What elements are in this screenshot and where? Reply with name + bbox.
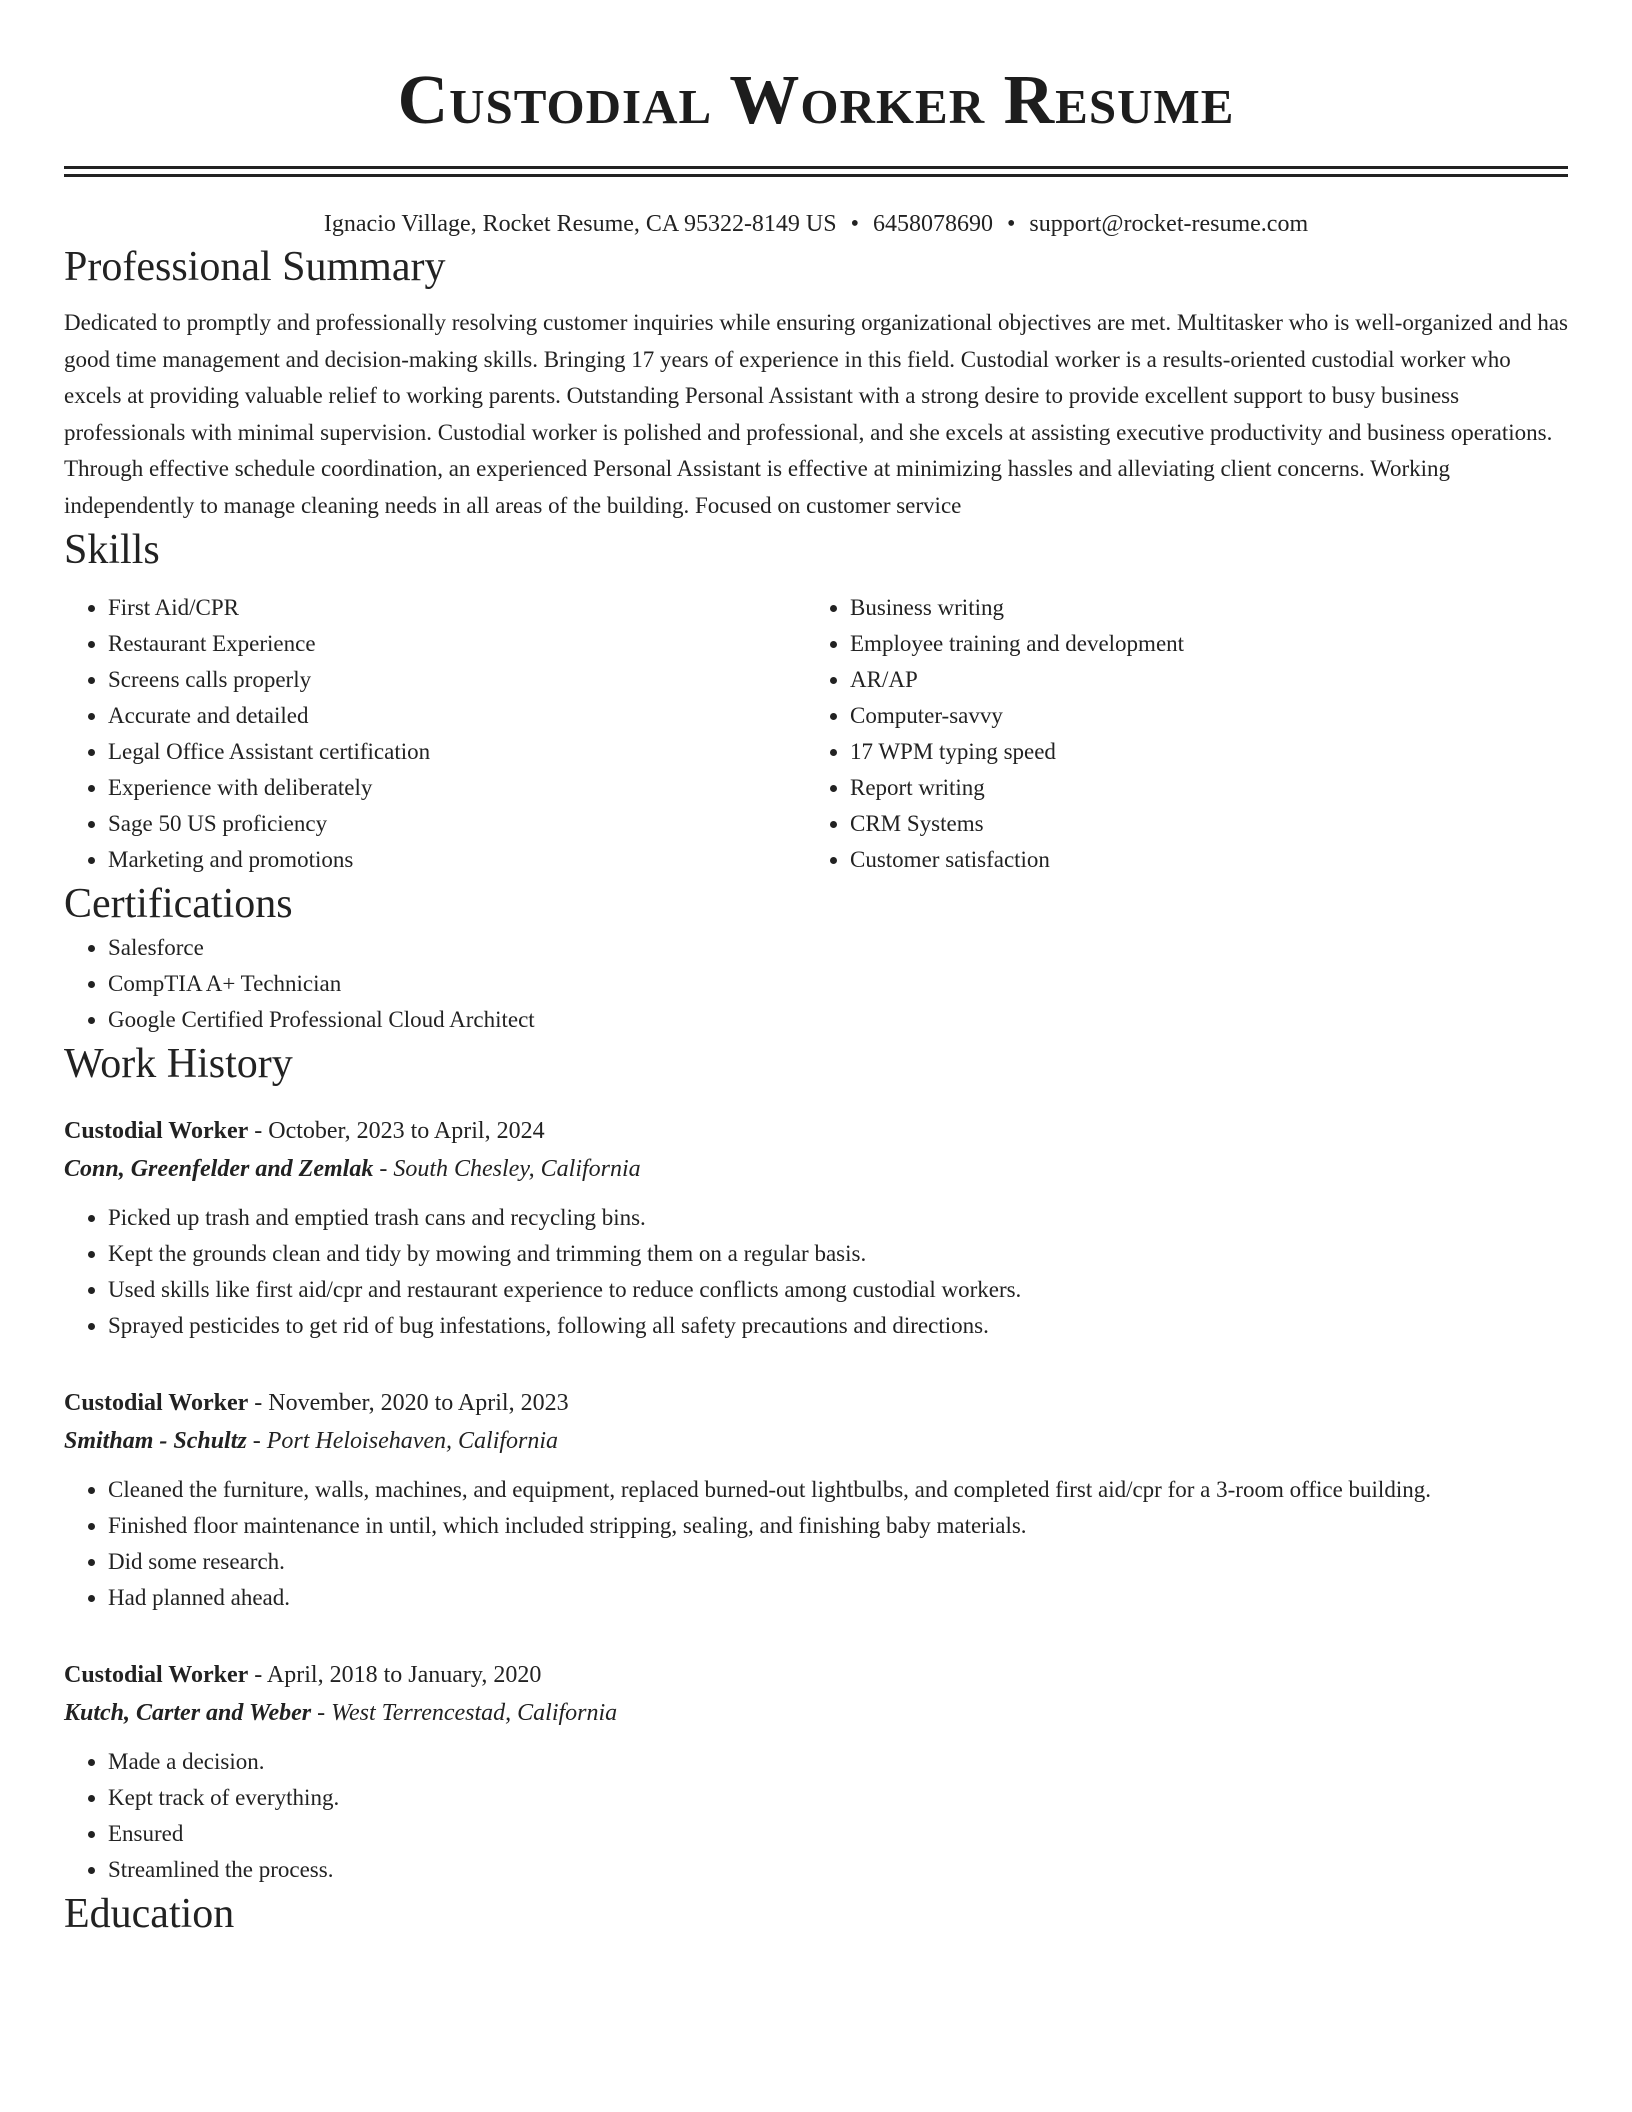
summary-heading: Professional Summary <box>64 244 446 290</box>
certification-item: • Salesforce <box>108 930 1568 966</box>
job-company: Smitham - Schultz <box>64 1428 247 1454</box>
skills-column-right <box>806 590 1548 878</box>
skill-item: • Report writing <box>850 770 1548 806</box>
skill-item: • Sage 50 US proficiency <box>108 806 806 842</box>
job-role: Custodial Worker <box>64 1662 249 1688</box>
skill-item: • First Aid/CPR <box>108 590 806 626</box>
job-company-line <box>64 1150 1568 1188</box>
skill-item: • Experience with deliberately <box>108 770 806 806</box>
skill-item: • Business writing <box>850 590 1548 626</box>
job-role: Custodial Worker <box>64 1118 249 1144</box>
skill-item: • Screens calls properly <box>108 662 806 698</box>
job-duty: • Made a decision. <box>108 1744 1568 1780</box>
skills-grid <box>64 590 1568 878</box>
job-dash: - <box>246 1428 267 1454</box>
skill-item: • Employee training and development <box>850 626 1548 662</box>
job-duties <box>64 1472 1568 1616</box>
job-duty: • Used skills like first aid/cpr and restaurant experience to reduce conflicts among custodial workers. <box>108 1272 1568 1308</box>
job-company: Kutch, Carter and Weber <box>64 1700 312 1726</box>
job-duty: • Sprayed pesticides to get rid of bug infestations, following all safety precautions and directions. <box>108 1308 1568 1344</box>
contact-separator: • <box>1007 211 1016 237</box>
job-dash: - <box>248 1662 267 1688</box>
certifications-heading: Certifications <box>64 881 293 927</box>
job-dates: April, 2018 to January, 2020 <box>266 1662 542 1688</box>
job-location: West Terrencestad, California <box>331 1700 618 1726</box>
work-history-heading: Work History <box>64 1041 293 1087</box>
job-title-line <box>64 1656 1568 1694</box>
job-title-line <box>64 1112 1568 1150</box>
job-dash: - <box>248 1390 269 1416</box>
skills-column-left <box>64 590 806 878</box>
skills-heading: Skills <box>64 527 160 573</box>
contact-phone: 6458078690 <box>873 211 994 237</box>
job-dates: October, 2023 to April, 2024 <box>268 1118 545 1144</box>
job-duty: • Cleaned the furniture, walls, machines, and equipment, replaced burned-out lightbulbs, and completed first aid/cpr for a 3-room office building. <box>108 1472 1568 1508</box>
contact-line <box>64 207 1568 241</box>
job-role: Custodial Worker <box>64 1390 249 1416</box>
job-location: Port Heloisehaven, California <box>266 1428 559 1454</box>
education-heading: Education <box>64 1891 235 1937</box>
skill-item: • Marketing and promotions <box>108 842 806 878</box>
contact-email[interactable]: support@rocket-resume.com <box>1029 211 1309 237</box>
job-dash: - <box>311 1700 332 1726</box>
job-duties <box>64 1200 1568 1344</box>
title-divider <box>64 166 1568 177</box>
job-title-line <box>64 1384 1568 1422</box>
job-duty: • Kept the grounds clean and tidy by mowing and trimming them on a regular basis. <box>108 1236 1568 1272</box>
job-duties <box>64 1744 1568 1888</box>
job-entry <box>64 1656 1568 1888</box>
resume-title: Custodial Worker Resume <box>397 62 1235 139</box>
job-company-line <box>64 1694 1568 1732</box>
job-dates: November, 2020 to April, 2023 <box>268 1390 569 1416</box>
skill-item: • Accurate and detailed <box>108 698 806 734</box>
skill-item: • Legal Office Assistant certification <box>108 734 806 770</box>
certifications-list <box>64 930 1568 1038</box>
certification-item: • Google Certified Professional Cloud Architect <box>108 1002 1568 1038</box>
skill-item: • Computer-savvy <box>850 698 1548 734</box>
job-duty: • Ensured <box>108 1816 1568 1852</box>
skill-item: • 17 WPM typing speed <box>850 734 1548 770</box>
job-entry <box>64 1112 1568 1344</box>
job-dash: - <box>373 1156 394 1182</box>
certification-item: • CompTIA A+ Technician <box>108 966 1568 1002</box>
skill-item: • AR/AP <box>850 662 1548 698</box>
summary-text: Dedicated to promptly and professionally resolving customer inquiries while ensuring organizational objectives are met. Multitasker who is well-organized and has good time management and decision-making skills. Bringing 17 years of experience in this field. Custodial worker is a results-oriented custodial worker who excels at providing valuable relief to working parents. Outstanding Personal Assistant with a strong desire to provide excellent support to busy business professionals with minimal supervision. Custodial worker is polished and professional, and she excels at assisting executive productivity and business operations. Through effective schedule coordination, an experienced Personal Assistant is effective at minimizing hassles and alleviating client concerns. Working independently to manage cleaning needs in all areas of the building. Focused on customer service <box>64 310 1568 518</box>
contact-separator: • <box>850 211 860 237</box>
job-duty: • Finished floor maintenance in until, which included stripping, sealing, and finishing baby materials. <box>108 1508 1568 1544</box>
job-duty: • Had planned ahead. <box>108 1580 1568 1616</box>
job-duty: • Did some research. <box>108 1544 1568 1580</box>
job-dash: - <box>248 1118 269 1144</box>
job-location: South Chesley, California <box>393 1156 641 1182</box>
resume-page <box>64 0 1568 1940</box>
job-duty: • Streamlined the process. <box>108 1852 1568 1888</box>
job-company: Conn, Greenfelder and Zemlak <box>64 1156 374 1182</box>
job-entry <box>64 1384 1568 1616</box>
skill-item: • Restaurant Experience <box>108 626 806 662</box>
skill-item: • CRM Systems <box>850 806 1548 842</box>
job-duty: • Picked up trash and emptied trash cans and recycling bins. <box>108 1200 1568 1236</box>
contact-address: Ignacio Village, Rocket Resume, CA 95322-8149 US <box>323 211 837 237</box>
skill-item: • Customer satisfaction <box>850 842 1548 878</box>
job-company-line <box>64 1422 1568 1460</box>
job-duty: • Kept track of everything. <box>108 1780 1568 1816</box>
